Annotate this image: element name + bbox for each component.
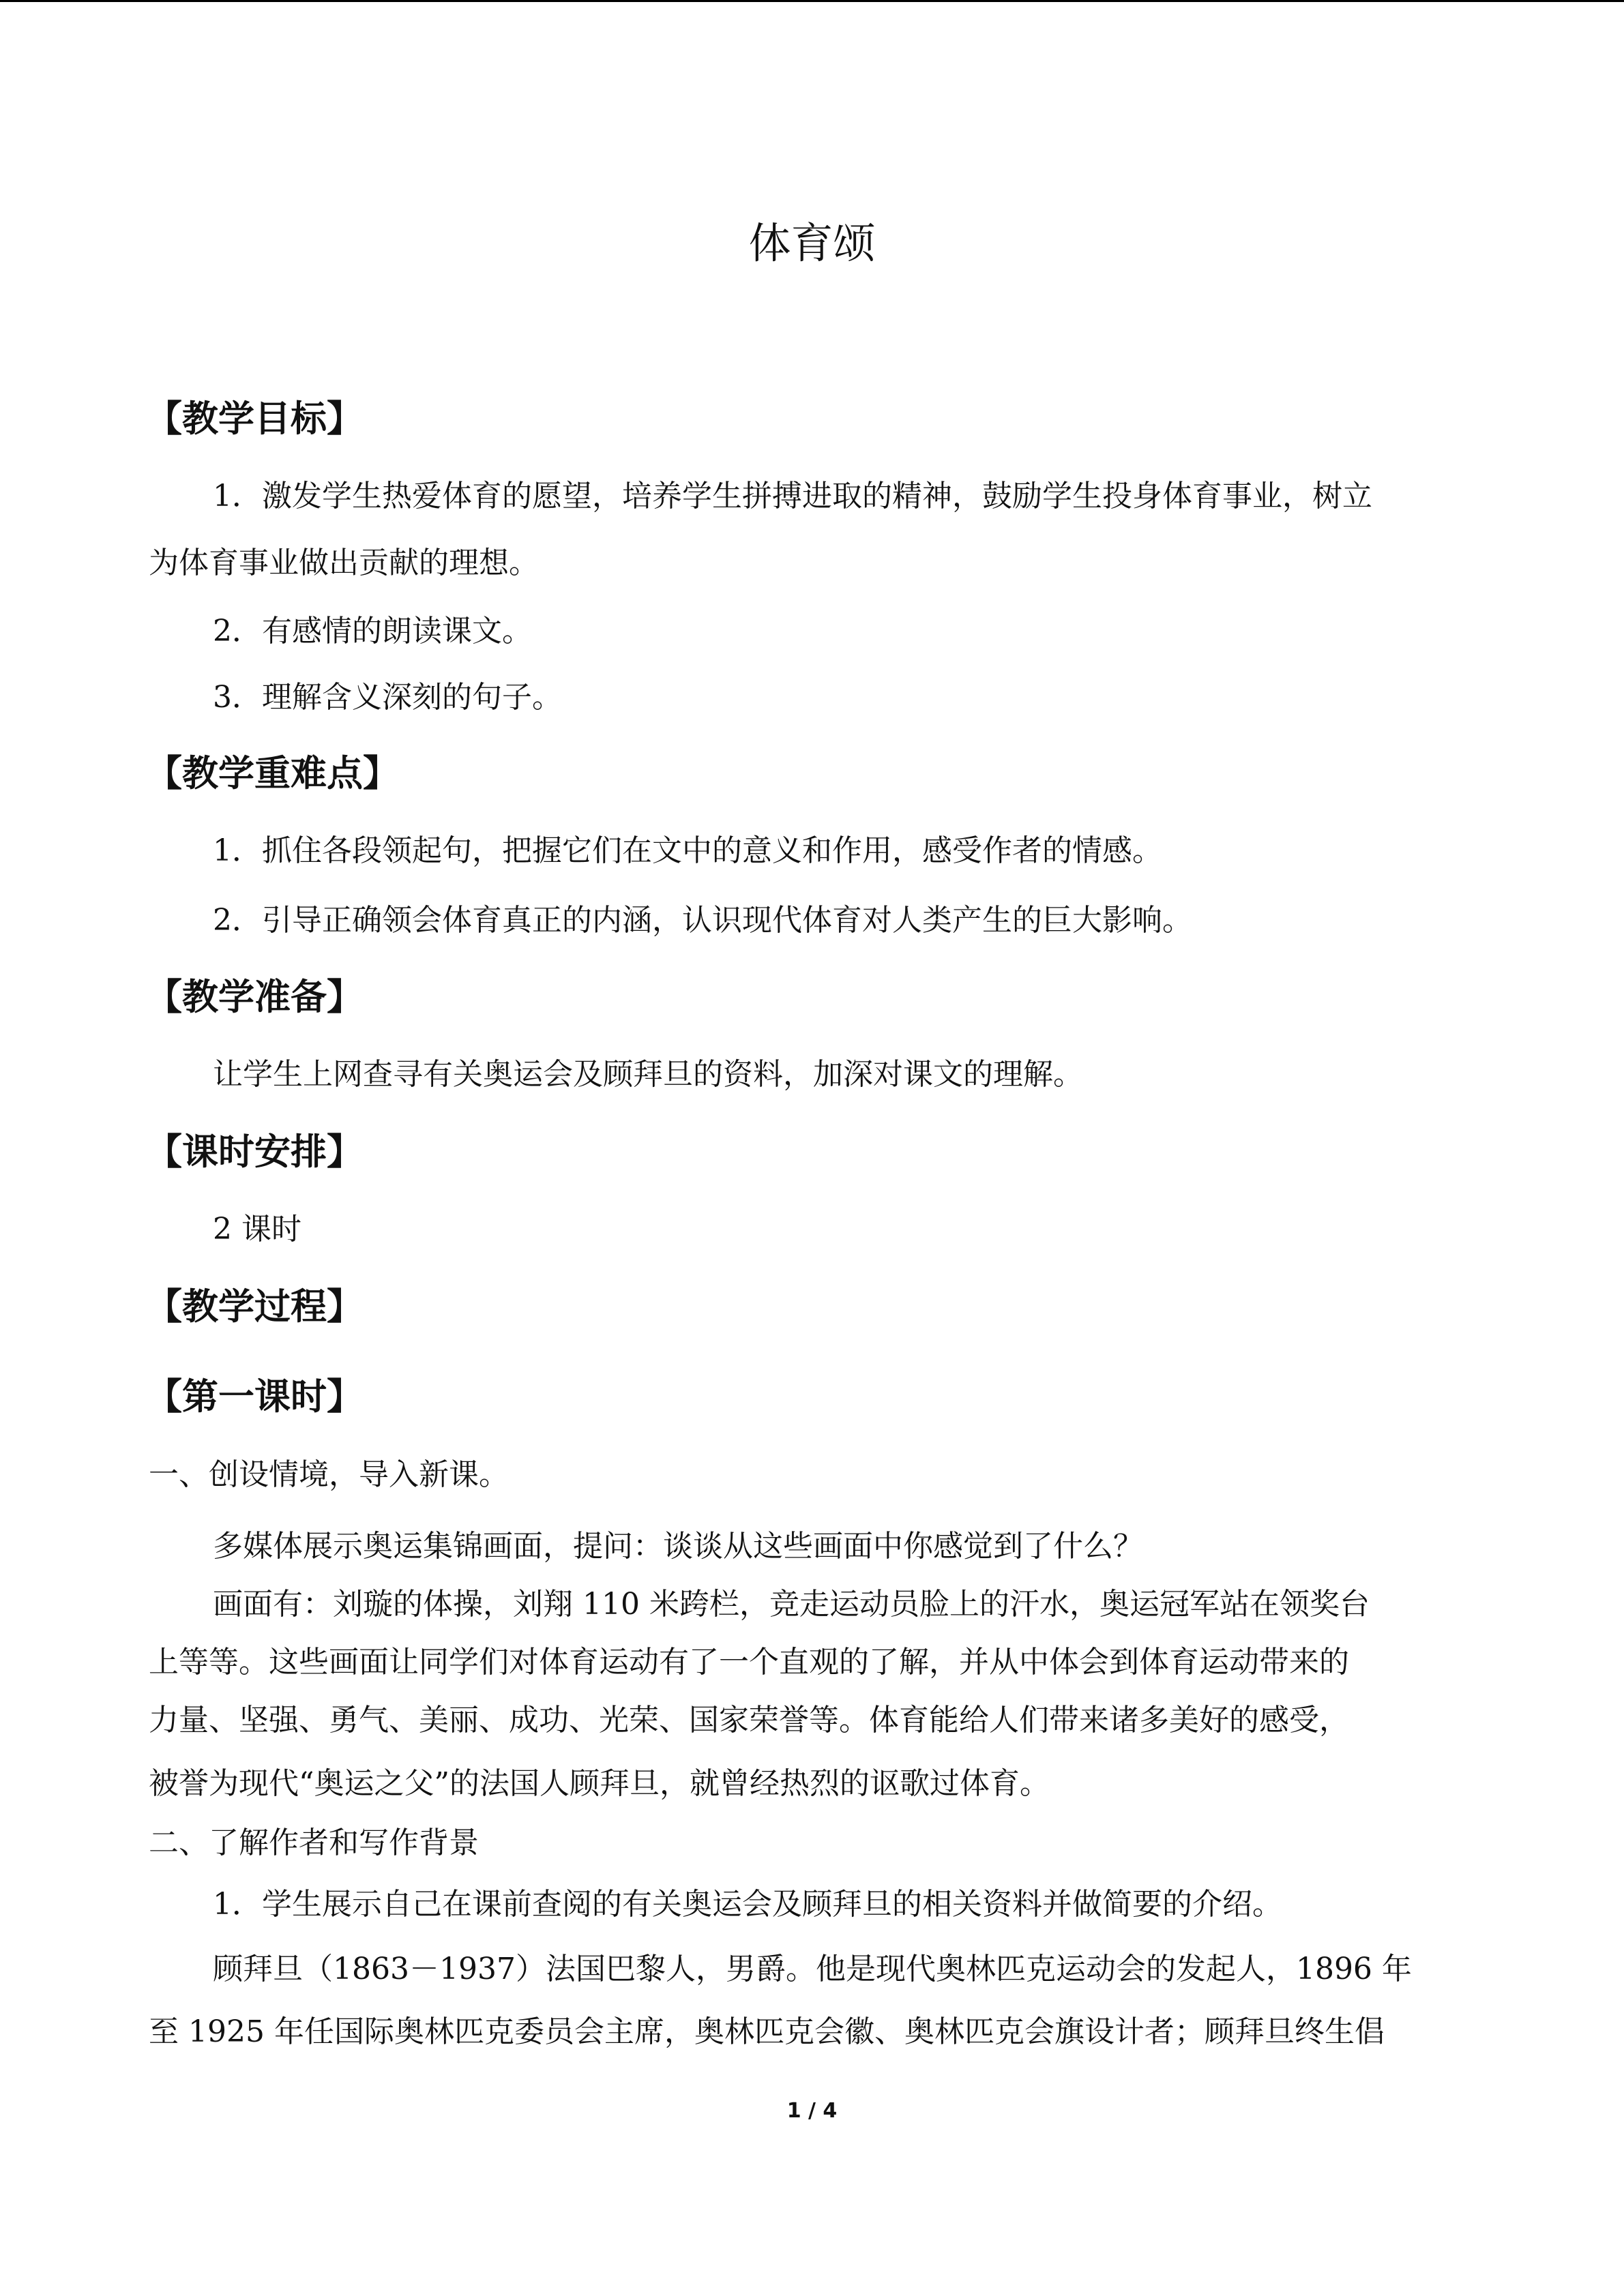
step2-title: 二、了解作者和写作背景 bbox=[149, 1825, 479, 1860]
heading-preparation: 【教学准备】 bbox=[146, 976, 363, 1018]
step1-title: 一、创设情境，导入新课。 bbox=[149, 1457, 509, 1492]
goal-line-1: 1．激发学生热爱体育的愿望，培养学生拼搏进取的精神，鼓励学生投身体育事业，树立 bbox=[213, 479, 1372, 513]
difficulty-line-1: 1．抓住各段领起句，把握它们在文中的意义和作用，感受作者的情感。 bbox=[213, 833, 1162, 868]
step1-line-2: 画面有：刘璇的体操，刘翔 110 米跨栏，竞走运动员脸上的汗水，奥运冠军站在领奖台 bbox=[213, 1587, 1370, 1622]
schedule-text: 2 课时 bbox=[213, 1212, 301, 1247]
document-title: 体育颂 bbox=[748, 218, 876, 268]
step2-line-2: 顾拜旦（1863－1937）法国巴黎人，男爵。他是现代奥林匹克运动会的发起人，1896 年 bbox=[213, 1952, 1412, 1986]
goal-line-2: 为体育事业做出贡献的理想。 bbox=[149, 546, 539, 580]
heading-key-difficulties: 【教学重难点】 bbox=[146, 753, 399, 794]
heading-schedule: 【课时安排】 bbox=[146, 1131, 363, 1173]
step1-line-4: 力量、坚强、勇气、美丽、成功、光荣、国家荣誉等。体育能给人们带来诸多美好的感受， bbox=[149, 1703, 1349, 1738]
step1-line-5: 被誉为现代“奥运之父”的法国人顾拜旦，就曾经热烈的讴歌过体育。 bbox=[149, 1766, 1050, 1801]
goal-line-4: 3．理解含义深刻的句子。 bbox=[213, 680, 562, 715]
heading-teaching-process: 【教学过程】 bbox=[146, 1286, 363, 1328]
preparation-text: 让学生上网查寻有关奥运会及顾拜旦的资料，加深对课文的理解。 bbox=[213, 1057, 1083, 1092]
heading-teaching-goals: 【教学目标】 bbox=[146, 398, 363, 440]
difficulty-line-2: 2．引导正确领会体育真正的内涵，认识现代体育对人类产生的巨大影响。 bbox=[213, 903, 1192, 938]
goal-line-3: 2．有感情的朗读课文。 bbox=[213, 614, 532, 648]
step2-line-3: 至 1925 年任国际奥林匹克委员会主席，奥林匹克会徽、奥林匹克会旗设计者；顾拜旦终生倡 bbox=[149, 2014, 1385, 2049]
step1-line-1: 多媒体展示奥运集锦画面，提问：谈谈从这些画面中你感觉到了什么？ bbox=[213, 1529, 1143, 1564]
step2-line-1: 1．学生展示自己在课前查阅的有关奥运会及顾拜旦的相关资料并做简要的介绍。 bbox=[213, 1887, 1282, 1922]
page-number: 1 / 4 bbox=[786, 2099, 838, 2123]
heading-first-lesson: 【第一课时】 bbox=[146, 1376, 363, 1418]
step1-line-3: 上等等。这些画面让同学们对体育运动有了一个直观的了解，并从中体会到体育运动带来的 bbox=[149, 1645, 1349, 1680]
top-border bbox=[0, 0, 1624, 2]
